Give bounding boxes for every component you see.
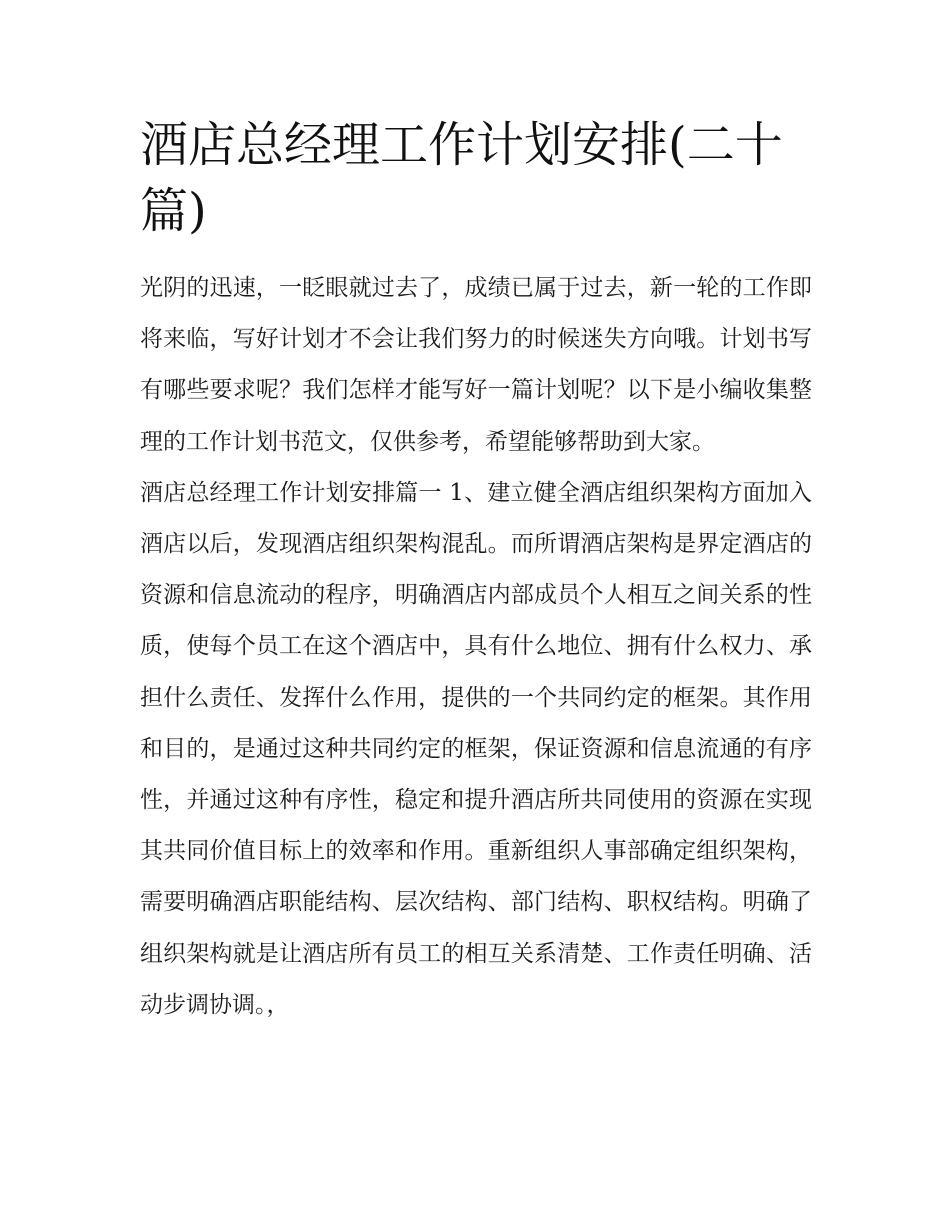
document-body [140, 112, 812, 1031]
document-title: 酒店总经理工作计划安排(二十篇) [140, 117, 783, 239]
intro-paragraph: 光阴的迅速，一眨眼就过去了，成绩已属于过去，新一轮的工作即将来临，写好计划才不会让我们努力的时候迷失方向哦。计划书写有哪些要求呢？我们怎样才能写好一篇计划呢？以下是小编收集整理的工作计划书范文，仅供参考，希望能够帮助到大家。 [140, 275, 812, 455]
section-one-paragraph: 酒店总经理工作计划安排篇一 1、建立健全酒店组织架构方面加入酒店以后，发现酒店组织架构混乱。而所谓酒店架构是界定酒店的资源和信息流动的程序，明确酒店内部成员个人相互之间关系的性质，使每个员工在这个酒店中，具有什么地位、拥有什么权力、承担什么责任、发挥什么作用，提供的一个共同约定的框架。其作用和目的，是通过这种共同约定的框架，保证资源和信息流通的有序性，并通过这种有序性，稳定和提升酒店所共同使用的资源在实现其共同价值目标上的效率和作用。重新组织人事部确定组织架构，需要明确酒店职能结构、层次结构、部门结构、职权结构。明确了组织架构就是让酒店所有员工的相互关系清楚、工作责任明确、活动步调协调。， [140, 479, 812, 1018]
